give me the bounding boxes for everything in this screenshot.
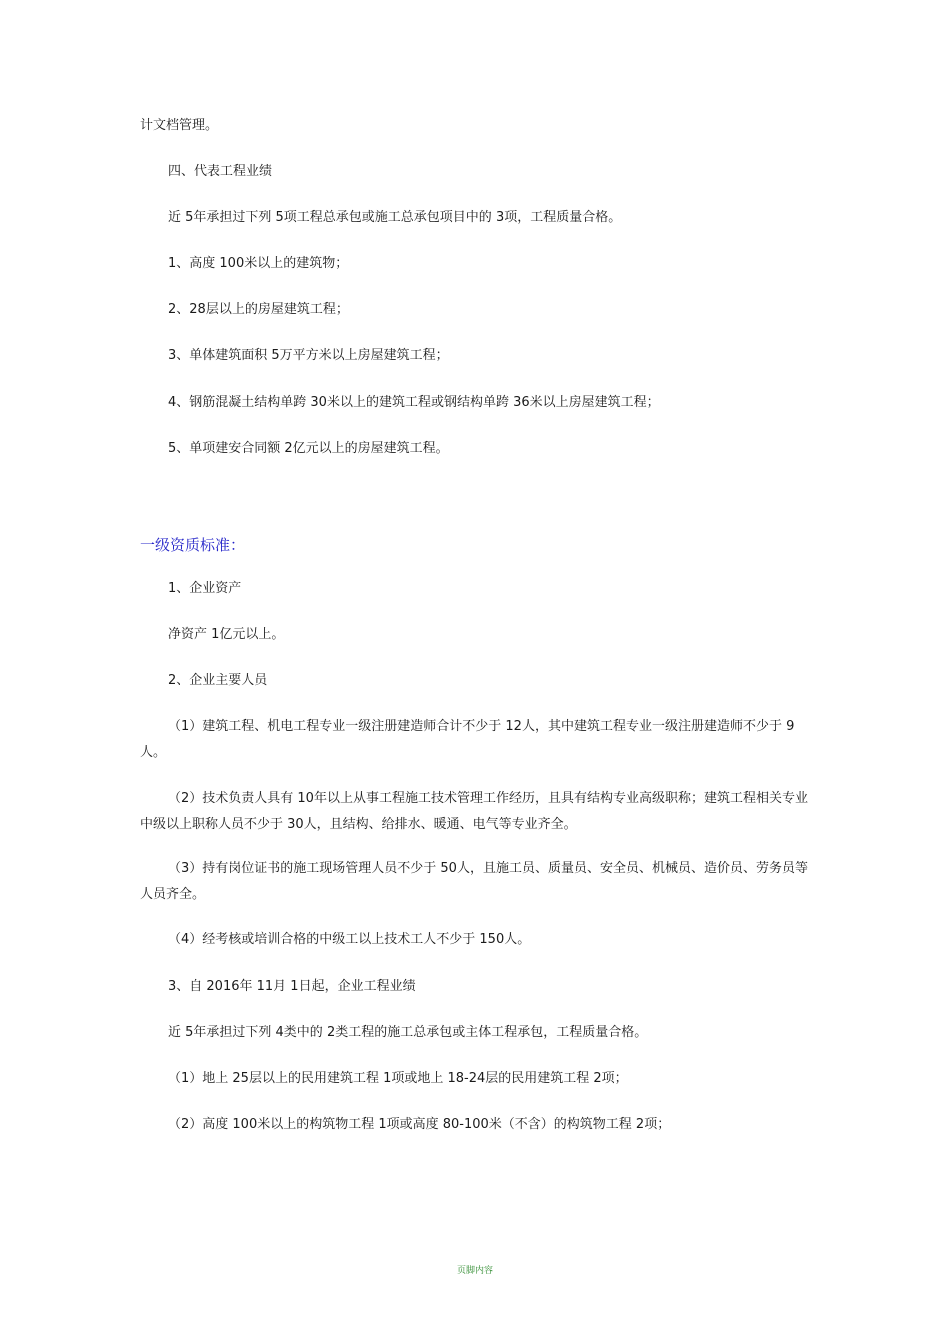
text-line: 近 5年承担过下列 5项工程总承包或施工总承包项目中的 3项，工程质量合格。 <box>168 210 622 225</box>
list-item: 3、单体建筑面积 5万平方米以上房屋建筑工程； <box>168 348 449 363</box>
text-line: （4）经考核或培训合格的中级工以上技术工人不少于 150人。 <box>168 932 531 947</box>
text-line: 计文档管理。 <box>140 118 219 133</box>
paragraph: （3）持有岗位证书的施工现场管理人员不少于 50人，且施工员、质量员、安全员、机械员、造价员、劳务员等人员齐全。 <box>140 861 808 902</box>
list-item: 3、自 2016年 11月 1日起，企业工程业绩 <box>168 979 416 994</box>
list-item: （1）地上 25层以上的民用建筑工程 1项或地上 18-24层的民用建筑工程 2项； <box>168 1071 628 1086</box>
subsection-heading: 四、代表工程业绩 <box>168 164 273 179</box>
paragraph: （1）建筑工程、机电工程专业一级注册建造师合计不少于 12人，其中建筑工程专业一级注册建造师不少于 9人。 <box>140 719 795 760</box>
list-item: 2、企业主要人员 <box>168 673 268 688</box>
text-line: 净资产 1亿元以上。 <box>168 627 285 642</box>
paragraph: （2）技术负责人具有 10年以上从事工程施工技术管理工作经历，且具有结构专业高级职称；建筑工程相关专业中级以上职称人员不少于 30人，且结构、给排水、暖通、电气等专业齐全。 <box>140 791 808 832</box>
section-heading: 一级资质标准： <box>140 536 246 554</box>
list-item: 2、28层以上的房屋建筑工程； <box>168 302 349 317</box>
list-item: 1、企业资产 <box>168 581 242 596</box>
list-item: 4、钢筋混凝土结构单跨 30米以上的建筑工程或钢结构单跨 36米以上房屋建筑工程； <box>168 395 660 410</box>
list-item: （2）高度 100米以上的构筑物工程 1项或高度 80-100米（不含）的构筑物工程 2项； <box>168 1117 671 1132</box>
list-item: 1、高度 100米以上的建筑物； <box>168 256 349 271</box>
text-line: 近 5年承担过下列 4类中的 2类工程的施工总承包或主体工程承包，工程质量合格。 <box>168 1025 648 1040</box>
page-footer: 页脚内容 <box>456 1266 493 1276</box>
list-item: 5、单项建安合同额 2亿元以上的房屋建筑工程。 <box>168 441 449 456</box>
